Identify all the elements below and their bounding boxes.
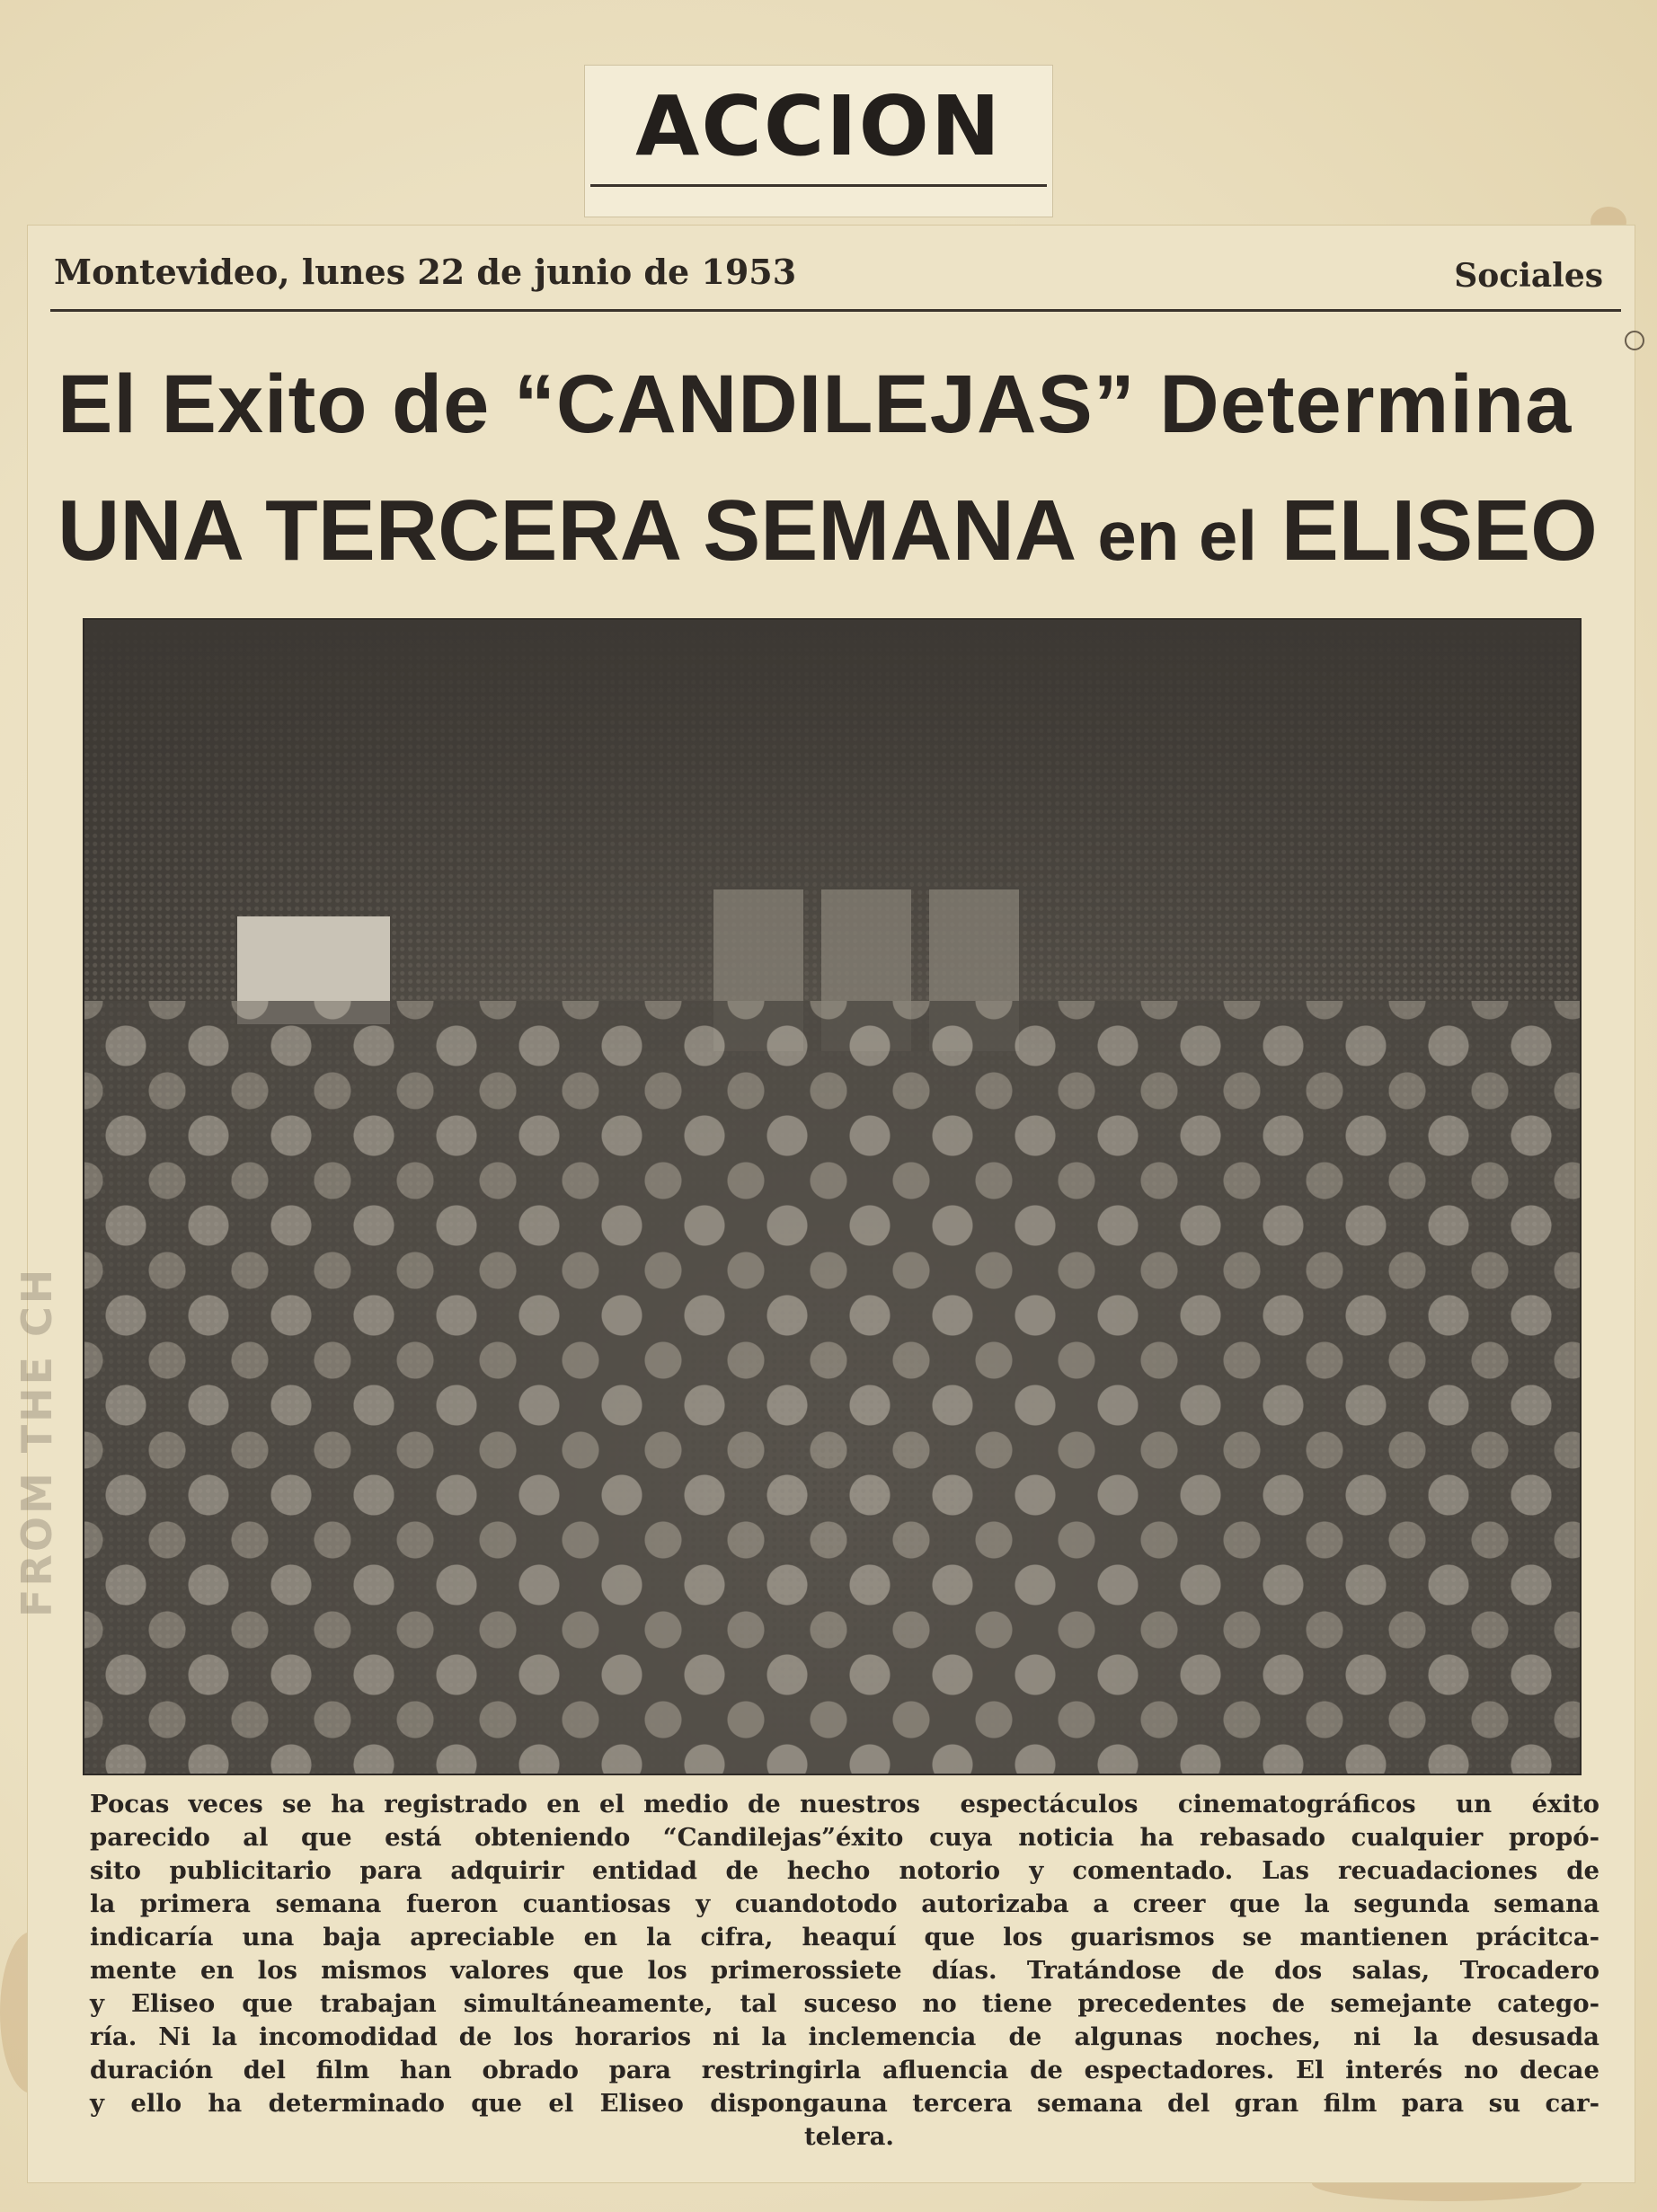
body-line-right: éxito cuya noticia ha rebasado cualquier propó-	[836, 1823, 1599, 1852]
body-line-left: ría. Ni la incomodidad de los horarios ni la in	[90, 2022, 836, 2051]
body-line-left: sito publicitario para adquirir entidad de hec	[90, 1856, 836, 1885]
body-line	[90, 2087, 1608, 2120]
archive-stamp	[5, 1114, 68, 1653]
body-line-left: parecido al que está obteniendo “Candilejas”	[90, 1823, 836, 1852]
body-line-left: y Eliseo que trabajan simultáneamente, tal su	[90, 1989, 836, 2018]
body-line-right: estros espectáculos cinematográficos un éxito	[836, 1790, 1599, 1818]
body-line-right: una tercera semana del gran film para su car-	[836, 2089, 1599, 2118]
body-line-right: aquí que los guarismos se mantienen prácitca-	[836, 1923, 1599, 1951]
body-line-right: clemencia de algunas noches, ni la desusada	[836, 2022, 1599, 2051]
body-line-left: y ello ha determinado que el Eliseo disponga	[90, 2089, 836, 2118]
body-line-right: ho notorio y comentado. Las recuadaciones de	[836, 1856, 1599, 1885]
body-line	[90, 1821, 1608, 1854]
masthead-rule	[590, 184, 1047, 187]
crowd-photo	[83, 618, 1582, 1775]
body-line-left: indicaría una baja apreciable en la cifra, he	[90, 1923, 836, 1951]
body-line-right: ceso no tiene precedentes de semejante catego-	[836, 1989, 1599, 2018]
body-line-left: Pocas veces se ha registrado en el medio de nu	[90, 1790, 836, 1818]
body-line	[90, 1854, 1608, 1888]
body-line	[90, 1888, 1608, 1921]
body-line-left: mente en los mismos valores que los primeros	[90, 1956, 836, 1985]
body-line-right: todo autorizaba a creer que la segunda semana	[836, 1889, 1599, 1918]
headline-line-2-main: UNA TERCERA SEMANA	[58, 482, 1074, 579]
body-line	[90, 2021, 1608, 2054]
body-line-left: la primera semana fueron cuantiosas y cuando	[90, 1889, 836, 1918]
archive-stamp-text: FROM THE CH	[13, 1266, 61, 1617]
headline-line-1: El Exito de “CANDILEJAS” Determina	[58, 358, 1573, 450]
headline-line-2-small: en el	[1097, 496, 1258, 575]
article-body	[90, 1788, 1608, 2154]
section-label: Sociales	[1454, 257, 1603, 295]
header-rule	[50, 309, 1621, 312]
masthead-clipping	[584, 65, 1053, 217]
pin-hole-icon	[1625, 331, 1644, 350]
headline-line-2	[58, 482, 1603, 580]
body-line-right: siete días. Tratándose de dos salas, Trocadero	[836, 1956, 1599, 1985]
body-last-line: telera.	[803, 2122, 895, 2151]
headline-line-2-end: ELISEO	[1280, 482, 1598, 579]
newspaper-masthead: ACCION	[635, 78, 1002, 174]
body-line	[90, 1954, 1608, 1987]
body-line	[90, 1987, 1608, 2021]
body-line	[90, 1921, 1608, 1954]
photo-crowd	[84, 1001, 1580, 1774]
body-line-left: duración del film han obrado para restringir	[90, 2056, 836, 2084]
dateline: Montevideo, lunes 22 de junio de 1953	[54, 252, 797, 292]
body-line-right: la afluencia de espectadores. El interés no decae	[836, 2056, 1599, 2084]
body-line	[90, 2054, 1608, 2087]
body-line	[90, 1788, 1608, 1821]
